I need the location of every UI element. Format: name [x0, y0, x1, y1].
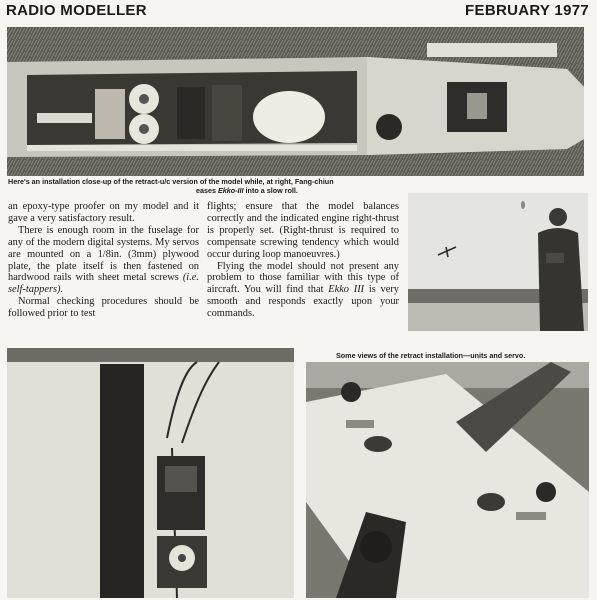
- top-caption-model-name: Ekko-III: [217, 186, 244, 195]
- retract-units-photo: [306, 362, 589, 598]
- top-caption-line1: Here's an installation close-up of the retract-u/c version of the model while, at right, Fang-chiun: [8, 177, 334, 186]
- col1-paragraph-2-italic: (i.e. self-tappers).: [8, 272, 199, 296]
- col1-paragraph-2-text: There is enough room in the fuselage for any of the modern digital systems. My servos are mounted on a 1/8in. (3mm) plywood plate, the plate itself is then fastened on hardwood rails with sheet metal screws: [8, 224, 199, 284]
- col2-paragraph-2-post: is very smooth and responds exactly upon your commands.: [207, 284, 399, 320]
- fuselage-closeup-illustration: [7, 27, 584, 176]
- col2-paragraph-2-pre: Flying the model should not present any problem to those familiar with this type of aircraft. You will find that: [207, 260, 399, 296]
- top-caption-line2-post: into a slow roll.: [243, 186, 298, 195]
- retract-views-caption: Some views of the retract installation—units and servo.: [336, 351, 526, 360]
- col1-paragraph-2: [8, 225, 199, 296]
- servo-install-photo: [7, 348, 294, 598]
- issue-date: FEBRUARY 1977: [465, 2, 589, 19]
- col1-paragraph-1: an epoxy-type proofer on my model and it gave a very satisfactory result.: [8, 201, 199, 224]
- col2-paragraph-2-model-name: Ekko III: [328, 284, 365, 296]
- col2-paragraph-2: [207, 261, 399, 321]
- article-column-1: [8, 201, 199, 320]
- servo-install-illustration: [7, 348, 294, 598]
- slow-roll-illustration: [408, 193, 588, 331]
- fuselage-closeup-photo: [7, 27, 584, 176]
- article-column-2: [207, 201, 399, 320]
- top-caption-line2-pre: eases: [196, 186, 218, 195]
- retract-units-illustration: [306, 362, 589, 598]
- col1-paragraph-3: Normal checking procedures should be followed prior to test: [8, 296, 199, 320]
- magazine-title: RADIO MODELLER: [6, 2, 147, 19]
- col2-paragraph-1: flights; ensure that the model balances correctly and the indicated engine right-thrust is properly set. (Right-thrust is required to compensate screwing tendency which would occur during loop manoeuvres.): [207, 201, 399, 260]
- slow-roll-photo: [408, 193, 588, 331]
